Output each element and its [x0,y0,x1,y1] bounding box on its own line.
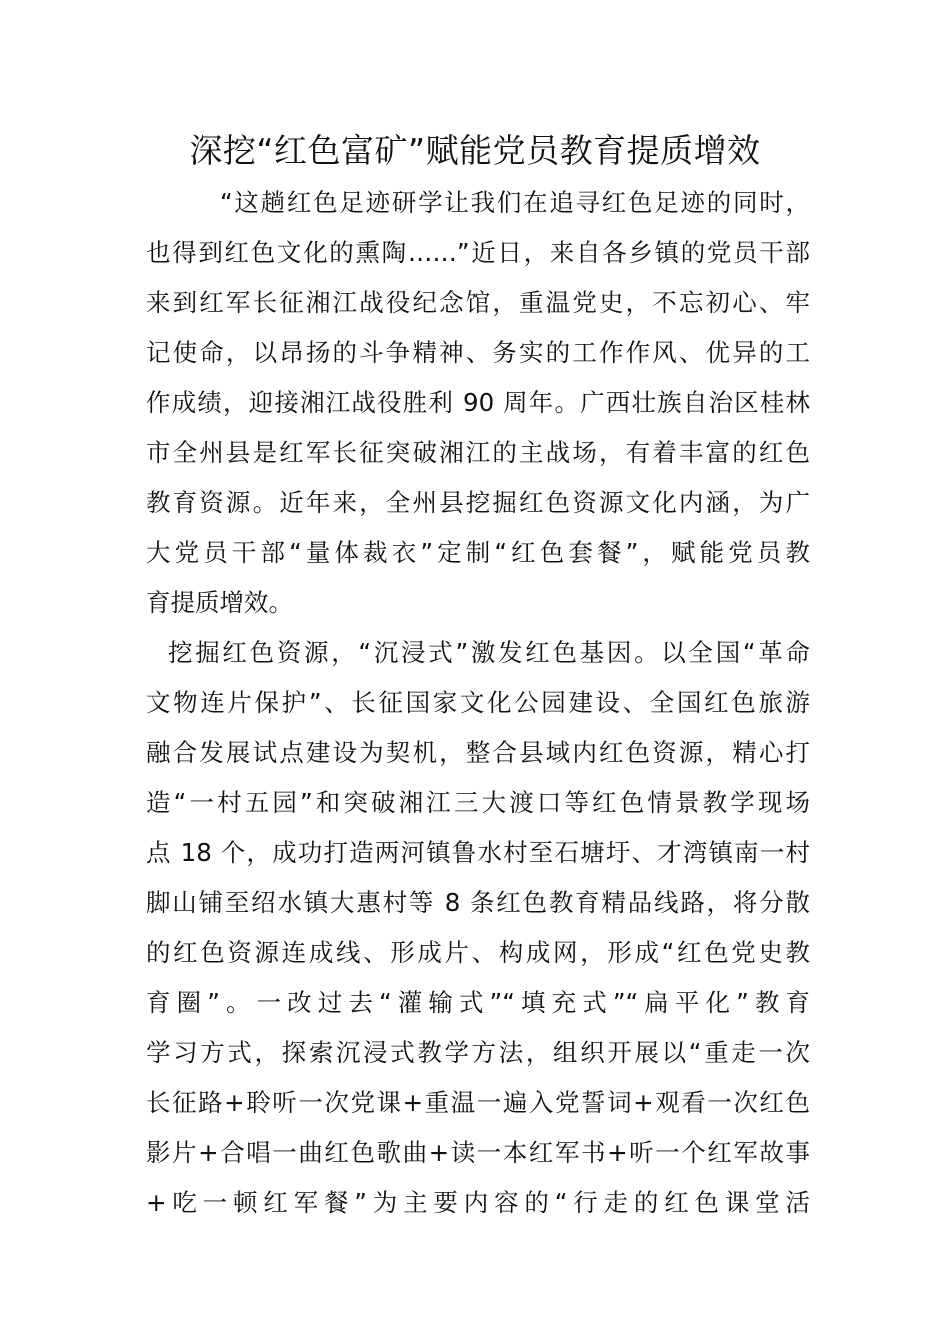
text-line: 融合发展试点建设为契机，整合县域内红色资源，精心打 [146,738,810,767]
text-line: 教育资源。近年来，全州县挖掘红色资源文化内涵，为广 [146,488,810,517]
text-line: 的红色资源连成线、形成片、构成网，形成“红色党史教 [146,938,810,967]
text-line: 来到红军长征湘江战役纪念馆，重温党史，不忘初心、牢 [146,288,810,317]
text-line: 长征路+聆听一次党课+重温一遍入党誓词+观看一次红色 [146,1088,810,1117]
text-line: +吃一顿红军餐”为主要内容的“行走的红色课堂活 [146,1188,810,1217]
paragraph-2 [146,628,810,1228]
document-body [146,178,810,1228]
text-line: 影片+合唱一曲红色歌曲+读一本红军书+听一个红军故事 [146,1138,810,1167]
text-line: 点 18 个，成功打造两河镇鲁水村至石塘圩、才湾镇南一村 [146,838,810,867]
text-line: 育提质增效。 [146,588,293,617]
text-line: 市全州县是红军长征突破湘江的主战场，有着丰富的红色 [146,438,810,467]
text-line: 文物连片保护”、长征国家文化公园建设、全国红色旅游 [146,688,810,717]
text-line: 作成绩，迎接湘江战役胜利 90 周年。广西壮族自治区桂林 [146,388,810,417]
text-line: 记使命，以昂扬的斗争精神、务实的工作作风、优异的工 [146,338,810,367]
text-line: “这趟红色足迹研学让我们在追寻红色足迹的同时， [220,188,810,217]
text-line: 造“一村五园”和突破湘江三大渡口等红色情景教学现场 [146,788,810,817]
text-line: 挖掘红色资源，“沉浸式”激发红色基因。以全国“革命 [168,638,810,667]
paragraph-1 [146,178,810,628]
text-line: 学习方式，探索沉浸式教学方法，组织开展以“重走一次 [146,1038,810,1067]
text-line: 也得到红色文化的熏陶……”近日，来自各乡镇的党员干部 [146,238,810,267]
text-line: 大党员干部“量体裁衣”定制“红色套餐”，赋能党员教 [146,538,810,567]
text-line: 育圈”。一改过去“灌输式”“填充式”“扁平化”教育 [146,988,810,1017]
document-title: 深挖“红色富矿”赋能党员教育提质增效 [189,131,761,170]
text-line: 脚山铺至绍水镇大惠村等 8 条红色教育精品线路，将分散 [146,888,810,917]
